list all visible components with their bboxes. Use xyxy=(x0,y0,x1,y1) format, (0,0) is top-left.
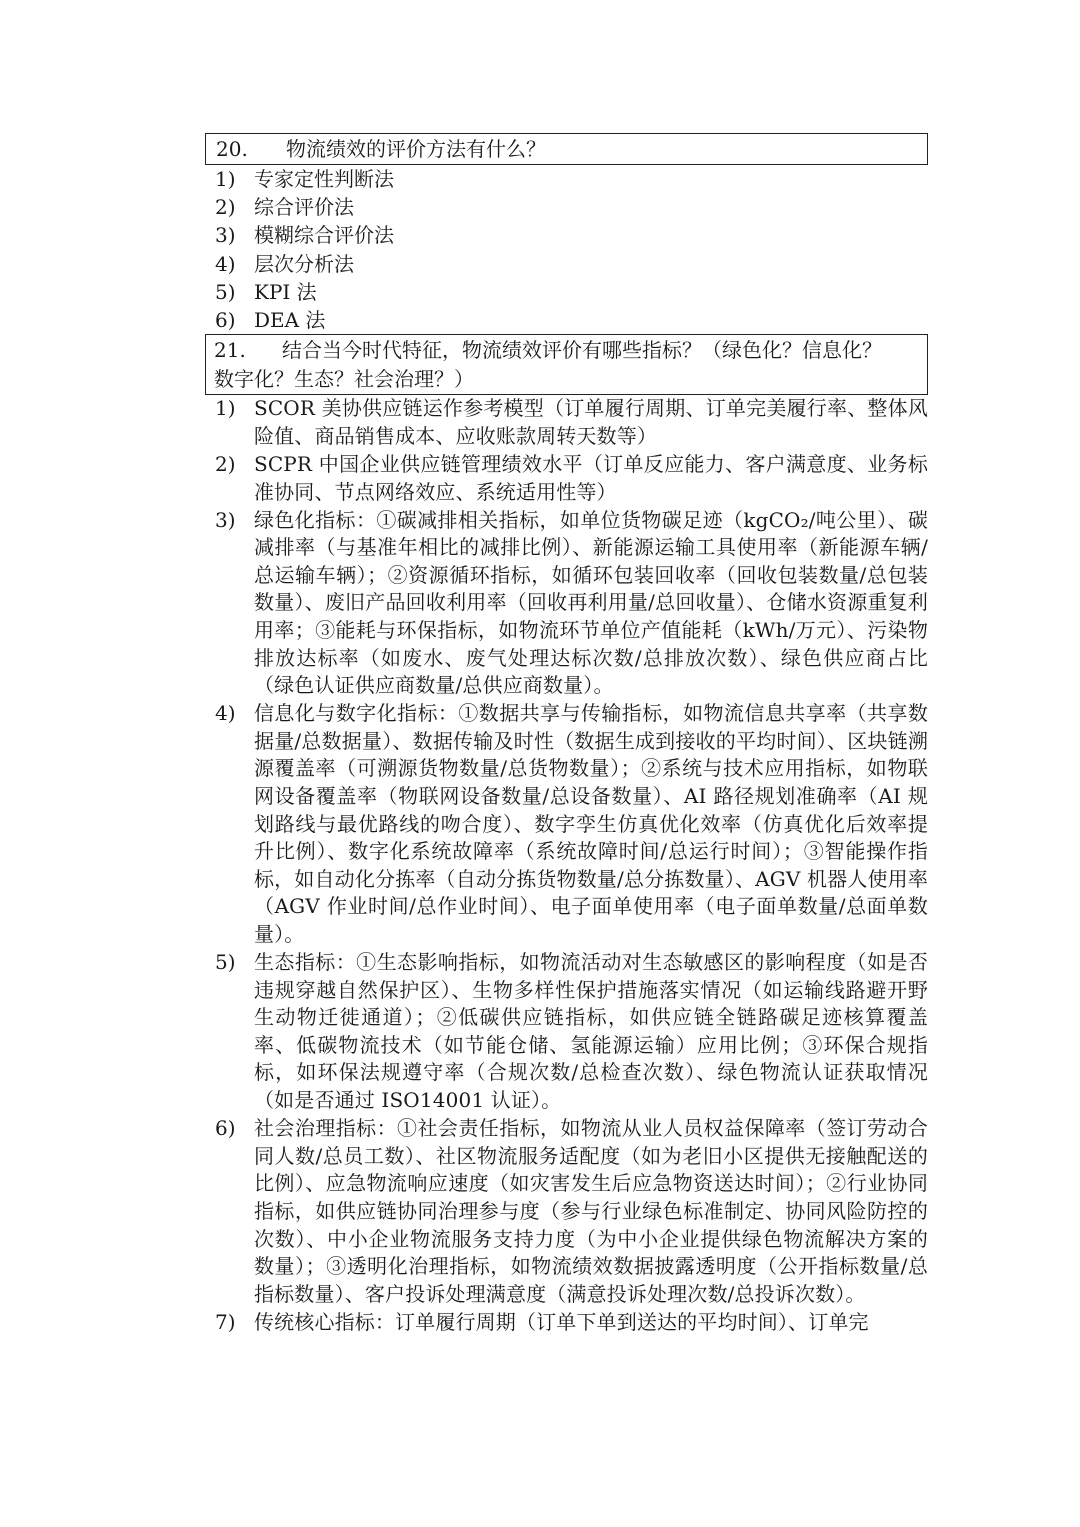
list-item xyxy=(205,507,928,700)
list-item xyxy=(205,306,928,334)
item-text: KPI 法 xyxy=(254,279,317,304)
item-text: SCPR 中国企业供应链管理绩效水平（订单反应能力、客户满意度、业务标准协同、节点网络效应、系统适用性等） xyxy=(254,451,928,504)
item-number: 5) xyxy=(215,279,236,304)
list-item xyxy=(205,250,928,278)
document-page xyxy=(205,133,928,1337)
question-line-1 xyxy=(214,336,927,365)
list-item xyxy=(205,700,928,948)
item-number: 6) xyxy=(215,1116,236,1141)
list-item xyxy=(205,165,928,193)
item-number: 6) xyxy=(215,308,236,333)
question-number: 20. xyxy=(216,137,248,161)
item-number: 5) xyxy=(215,950,236,975)
list-item xyxy=(205,395,928,450)
list-item xyxy=(205,949,928,1115)
list-item xyxy=(205,278,928,306)
item-text: 综合评价法 xyxy=(254,195,354,220)
item-text: 社会治理指标：①社会责任指标，如物流从业人员权益保障率（签订劳动合同人数/总员工数）、社区物流服务适配度（如为老旧小区提供无接触配送的比例）、应急物流响应速度（如灾害发生后应急物资送达时间）；②行业协同指标，如供应链协同治理参与度（参与行业绿色标准制定、协同风险防控的次数）、中小企业物流服务支持力度（为中小企业提供绿色物流解决方案的数量）；③透明化治理指标，如物流绩效数据披露透明度（公开指标数量/总指标数量）、客户投诉处理满意度（满意投诉处理次数/总投诉次数）。 xyxy=(254,1116,928,1306)
question-number: 21. xyxy=(214,338,246,363)
item-number: 4) xyxy=(215,251,236,276)
item-number: 3) xyxy=(215,507,236,532)
answer-list-21 xyxy=(205,395,928,1336)
item-number: 3) xyxy=(215,223,236,248)
question-20-box xyxy=(205,133,928,165)
item-text: 传统核心指标：订单履行周期（订单下单到送达的平均时间）、订单完 xyxy=(254,1309,869,1334)
list-item xyxy=(205,193,928,221)
item-text: 绿色化指标：①碳减排相关指标，如单位货物碳足迹（kgCO₂/吨公里）、碳减排率（与基准年相比的减排比例）、新能源运输工具使用率（新能源车辆/总运输车辆）；②资源循环指标，如循环包装回收率（回收包装数量/总包装数量）、废旧产品回收利用率（回收再利用量/总回收量）、仓储水资源重复利用率；③能耗与环保指标，如物流环节单位产值能耗（kWh/万元）、污染物排放达标率（如废水、废气处理达标次数/总排放次数）、绿色供应商占比（绿色认证供应商数量/总供应商数量）。 xyxy=(254,507,928,698)
list-item xyxy=(205,451,928,506)
item-text: 模糊综合评价法 xyxy=(254,223,394,248)
question-line-2: 数字化？生态？社会治理？） xyxy=(214,366,474,391)
question-text-line-1: 结合当今时代特征，物流绩效评价有哪些指标？（绿色化？信息化？ xyxy=(282,338,882,363)
answer-list-20 xyxy=(205,165,928,334)
item-number: 4) xyxy=(215,701,236,726)
list-item xyxy=(205,1115,928,1308)
item-text: 专家定性判断法 xyxy=(254,167,394,191)
item-number: 2) xyxy=(215,451,236,476)
item-number: 1) xyxy=(215,167,236,191)
item-text: 生态指标：①生态影响指标，如物流活动对生态敏感区的影响程度（如是否违规穿越自然保护区）、生物多样性保护措施落实情况（如运输线路避开野生动物迁徙通道）；②低碳供应链指标，如供应链全链路碳足迹核算覆盖率、低碳物流技术（如节能仓储、氢能源运输）应用比例；③环保合规指标，如环保法规遵守率（合规次数/总检查次数）、绿色物流认证获取情况（如是否通过 ISO14001 认证）。 xyxy=(254,950,928,1113)
question-text: 物流绩效的评价方法有什么？ xyxy=(286,137,546,161)
item-number: 1) xyxy=(215,396,236,421)
question-21-box xyxy=(205,334,928,395)
item-number: 7) xyxy=(215,1309,236,1334)
list-item xyxy=(205,221,928,249)
item-text: SCOR 美协供应链运作参考模型（订单履行周期、订单完美履行率、整体风险值、商品销售成本、应收账款周转天数等） xyxy=(254,396,928,448)
item-text: 层次分析法 xyxy=(254,251,354,276)
item-text: DEA 法 xyxy=(254,308,326,333)
item-number: 2) xyxy=(215,195,236,220)
item-text: 信息化与数字化指标：①数据共享与传输指标，如物流信息共享率（共享数据量/总数据量）、数据传输及时性（数据生成到接收的平均时间）、区块链溯源覆盖率（可溯源货物数量/总货物数量）；②系统与技术应用指标，如物联网设备覆盖率（物联网设备数量/总设备数量）、AI 路径规划准确率（AI 规划路线与最优路线的吻合度）、数字孪生仿真优化效率（仿真优化后效率提升比例）、数字化系统故障率（系统故障时间/总运行时间）；③智能操作指标，如自动化分拣率（自动分拣货物数量/总分拣数量）、AGV 机器人使用率（AGV 作业时间/总作业时间）、电子面单使用率（电子面单数量/总面单数量）。 xyxy=(254,701,928,946)
list-item xyxy=(205,1309,928,1337)
